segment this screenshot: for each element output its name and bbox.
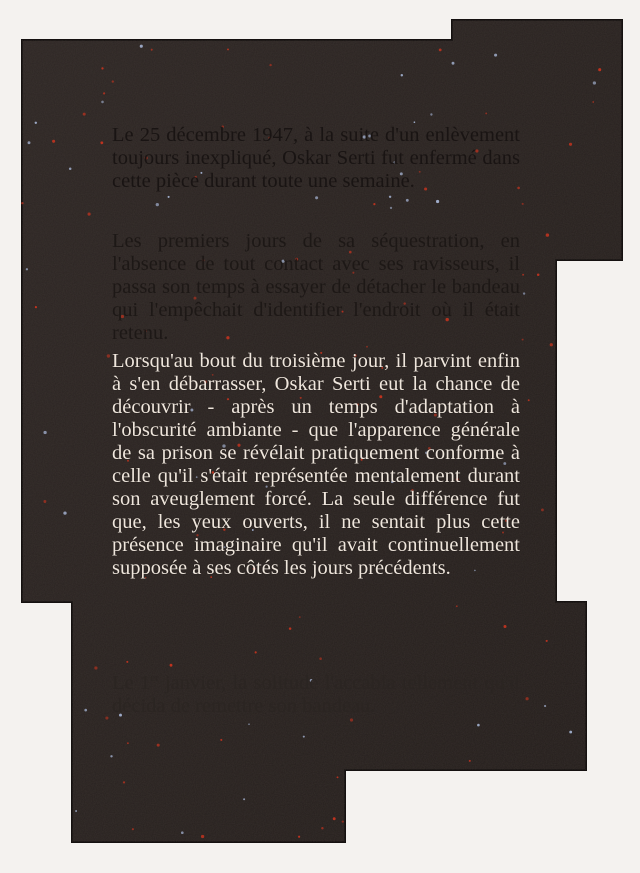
speck-dot	[523, 292, 525, 294]
speck-dot	[243, 798, 245, 800]
speck-dot	[333, 817, 336, 820]
speck-dot	[593, 81, 596, 84]
speck-dot	[546, 640, 548, 642]
speck-dot	[494, 54, 497, 57]
speck-dot	[35, 122, 37, 124]
speck-dot	[350, 718, 353, 721]
speck-dot	[315, 196, 318, 199]
speck-dot	[126, 661, 128, 663]
speck-dot	[319, 657, 322, 660]
speck-dot	[528, 399, 530, 401]
speck-dot	[94, 666, 97, 669]
speck-dot	[452, 62, 455, 65]
speck-dot	[105, 716, 108, 719]
speck-dot	[522, 274, 524, 276]
speck-dot	[503, 625, 506, 628]
speck-dot	[181, 831, 184, 834]
speck-dot	[52, 140, 55, 143]
speck-dot	[522, 339, 524, 341]
speck-dot	[401, 74, 403, 76]
speck-dot	[541, 508, 544, 511]
speck-dot	[550, 343, 553, 346]
speck-dot	[88, 213, 91, 216]
paragraph-1: Le 25 décembre 1947, à la suite d'un enlèvement toujours inexpliqué, Oskar Serti fut enfermé dans cette pièce durant toute une semaine.	[112, 124, 520, 192]
speck-dot	[101, 101, 104, 104]
speck-dot	[157, 744, 160, 747]
speck-dot	[289, 627, 292, 630]
speck-dot	[366, 346, 368, 348]
speck-dot	[373, 203, 375, 205]
paragraph-4-superscript: er	[150, 672, 159, 685]
speck-dot	[255, 651, 257, 653]
speck-dot	[546, 233, 549, 236]
speck-dot	[248, 723, 250, 725]
speck-dot	[477, 724, 480, 727]
speck-dot	[170, 664, 173, 667]
speck-dot	[220, 739, 222, 741]
speck-dot	[43, 431, 46, 434]
speck-dot	[151, 49, 153, 51]
speck-dot	[592, 101, 594, 103]
speck-dot	[303, 736, 305, 738]
speck-dot	[28, 141, 31, 144]
speck-dot	[168, 196, 170, 198]
paragraph-2: Les premiers jours de sa séquestration, en l'absence de tout contact avec ses ravisseurs, il passa son temps à essayer de détacher le bandeau qui l'empêchait d'identifier l'endroit où il était retenu.	[112, 230, 520, 344]
speck-dot	[83, 113, 86, 116]
speck-dot	[390, 207, 392, 209]
speck-dot	[569, 731, 572, 734]
speck-dot	[156, 203, 159, 206]
speck-dot	[337, 776, 339, 778]
speck-dot	[522, 203, 524, 205]
speck-dot	[389, 196, 391, 198]
speck-dot	[112, 80, 114, 82]
speck-dot	[406, 199, 409, 202]
speck-dot	[101, 67, 103, 69]
speck-dot	[43, 500, 46, 503]
speck-dot	[299, 616, 301, 618]
paragraph-4-rest: janvier, la solitude l'accabla tellement qu'il décida de remettre son bandeau.	[112, 672, 520, 717]
paragraph-4	[112, 672, 520, 718]
speck-dot	[485, 112, 487, 114]
speck-dot	[598, 68, 601, 71]
speck-dot	[414, 121, 416, 123]
speck-dot	[21, 202, 23, 204]
speck-dot	[469, 760, 471, 762]
speck-dot	[75, 810, 77, 812]
speck-dot	[537, 274, 540, 277]
speck-dot	[84, 709, 87, 712]
speck-dot	[123, 781, 125, 783]
speck-dot	[69, 168, 72, 171]
speck-dot	[436, 200, 439, 203]
speck-dot	[430, 113, 432, 115]
speck-dot	[269, 64, 271, 66]
speck-dot	[298, 836, 300, 838]
speck-dot	[35, 306, 37, 308]
speck-dot	[140, 45, 143, 48]
speck-dot	[132, 828, 134, 830]
speck-dot	[201, 835, 204, 838]
speck-dot	[107, 354, 110, 357]
speck-dot	[127, 742, 129, 744]
speck-dot	[439, 48, 442, 51]
speck-dot	[26, 268, 28, 270]
speck-dot	[544, 705, 546, 707]
speck-dot	[103, 92, 105, 94]
paragraph-4-start: Le 1	[112, 672, 151, 694]
speck-dot	[110, 755, 112, 757]
speck-dot	[321, 827, 323, 829]
speck-dot	[227, 48, 229, 50]
speck-dot	[456, 605, 458, 607]
speck-dot	[569, 143, 572, 146]
speck-dot	[342, 820, 344, 822]
speck-dot	[63, 511, 66, 514]
paragraph-3: Lorsqu'au bout du troisième jour, il parvint enfin à s'en débarrasser, Oskar Serti eut la chance de découvrir - après un temps d'adaptation à l'obscurité ambiante - que l'apparence générale de sa prison se révélait pratiquement conforme à celle qu'il s'était représentée mentalement durant son aveuglement forcé. La seule différence fut que, les yeux ouverts, il ne sentait plus cette présence imaginaire qu'il avait continuellement supposée à ses côtés les jours précédents.	[112, 350, 520, 579]
speck-dot	[526, 697, 529, 700]
speck-dot	[100, 141, 103, 144]
